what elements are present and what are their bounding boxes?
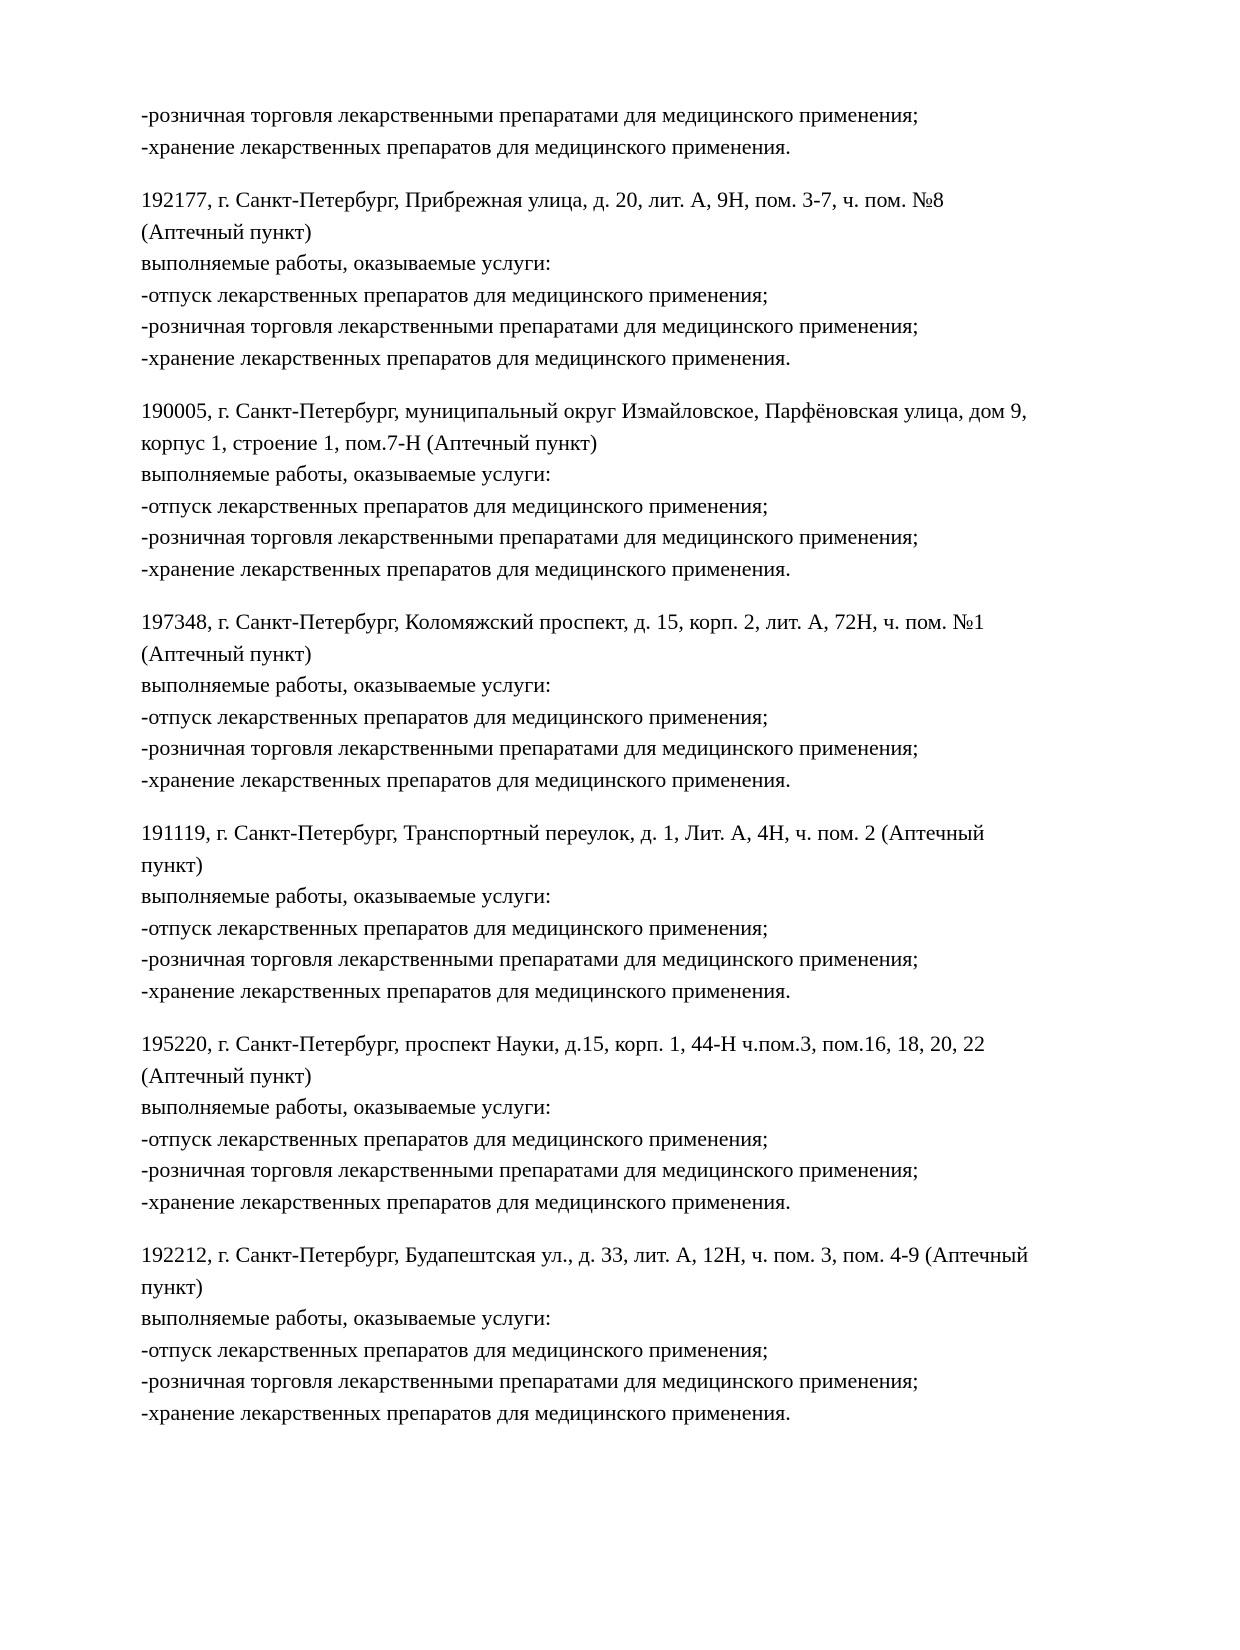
entry-192212	[141, 1239, 1180, 1428]
text-line: -отпуск лекарственных препаратов для медицинского применения;	[141, 914, 769, 940]
text-line: выполняемые работы, оказываемые услуги:	[141, 672, 552, 697]
text-line: -розничная торговля лекарственными препаратами для медицинского применения;	[141, 1157, 919, 1182]
text-line: 192177, г. Санкт-Петербург, Прибрежная улица, д. 20, лит. А, 9Н, пом. 3-7, ч. пом. №8	[141, 187, 944, 212]
text-line: -хранение лекарственных препаратов для медицинского применения.	[141, 1188, 791, 1214]
text-line: -хранение лекарственных препаратов для медицинского применения.	[141, 344, 791, 370]
text-line: (Аптечный пункт)	[141, 218, 312, 244]
text-line: -отпуск лекарственных препаратов для медицинского применения;	[141, 703, 769, 729]
text-line: -отпуск лекарственных препаратов для медицинского применения;	[141, 281, 769, 307]
text-line: 195220, г. Санкт-Петербург, проспект Науки, д.15, корп. 1, 44-Н ч.пом.3, пом.16, 18, 20, 22	[141, 1031, 986, 1056]
text-line: -хранение лекарственных препаратов для медицинского применения.	[141, 555, 791, 581]
text-line: -хранение лекарственных препаратов для медицинского применения.	[141, 133, 791, 159]
text-line: -отпуск лекарственных препаратов для медицинского применения;	[141, 1336, 769, 1362]
text-line: -розничная торговля лекарственными препаратами для медицинского применения;	[141, 946, 919, 971]
text-line: -хранение лекарственных препаратов для медицинского применения.	[141, 1399, 791, 1425]
text-line: 191119, г. Санкт-Петербург, Транспортный переулок, д. 1, Лит. А, 4Н, ч. пом. 2 (Аптечный	[141, 820, 985, 845]
entry-190005	[141, 395, 1180, 584]
text-line: -хранение лекарственных препаратов для медицинского применения.	[141, 977, 791, 1003]
text-line: -розничная торговля лекарственными препаратами для медицинского применения;	[141, 313, 919, 338]
text-line: -розничная торговля лекарственными препаратами для медицинского применения;	[141, 735, 919, 760]
entry-continued	[141, 99, 1180, 162]
text-line: -отпуск лекарственных препаратов для медицинского применения;	[141, 1125, 769, 1151]
text-line: пункт)	[141, 1273, 203, 1299]
text-line: 197348, г. Санкт-Петербург, Коломяжский проспект, д. 15, корп. 2, лит. А, 72Н, ч. пом. №1	[141, 609, 985, 634]
entry-191119	[141, 817, 1180, 1006]
text-line: -хранение лекарственных препаратов для медицинского применения.	[141, 766, 791, 792]
text-line: выполняемые работы, оказываемые услуги:	[141, 883, 552, 908]
text-line: 192212, г. Санкт-Петербург, Будапештская ул., д. 33, лит. А, 12Н, ч. пом. 3, пом. 4-9 (Аптечный	[141, 1242, 1029, 1267]
entry-197348	[141, 606, 1180, 795]
text-line: -розничная торговля лекарственными препаратами для медицинского применения;	[141, 102, 919, 127]
entry-192177	[141, 184, 1180, 373]
text-line: выполняемые работы, оказываемые услуги:	[141, 250, 552, 275]
text-line: пункт)	[141, 851, 203, 877]
text-line: корпус 1, строение 1, пом.7-Н (Аптечный пункт)	[141, 429, 598, 455]
entry-195220	[141, 1028, 1180, 1217]
text-line: выполняемые работы, оказываемые услуги:	[141, 461, 552, 486]
text-line: -отпуск лекарственных препаратов для медицинского применения;	[141, 492, 769, 518]
text-line: -розничная торговля лекарственными препаратами для медицинского применения;	[141, 524, 919, 549]
text-line: (Аптечный пункт)	[141, 640, 312, 666]
text-line: -розничная торговля лекарственными препаратами для медицинского применения;	[141, 1368, 919, 1393]
text-line: выполняемые работы, оказываемые услуги:	[141, 1305, 552, 1330]
text-line: 190005, г. Санкт-Петербург, муниципальный округ Измайловское, Парфёновская улица, дом 9,	[141, 398, 1027, 423]
text-line: выполняемые работы, оказываемые услуги:	[141, 1094, 552, 1119]
text-line: (Аптечный пункт)	[141, 1062, 312, 1088]
